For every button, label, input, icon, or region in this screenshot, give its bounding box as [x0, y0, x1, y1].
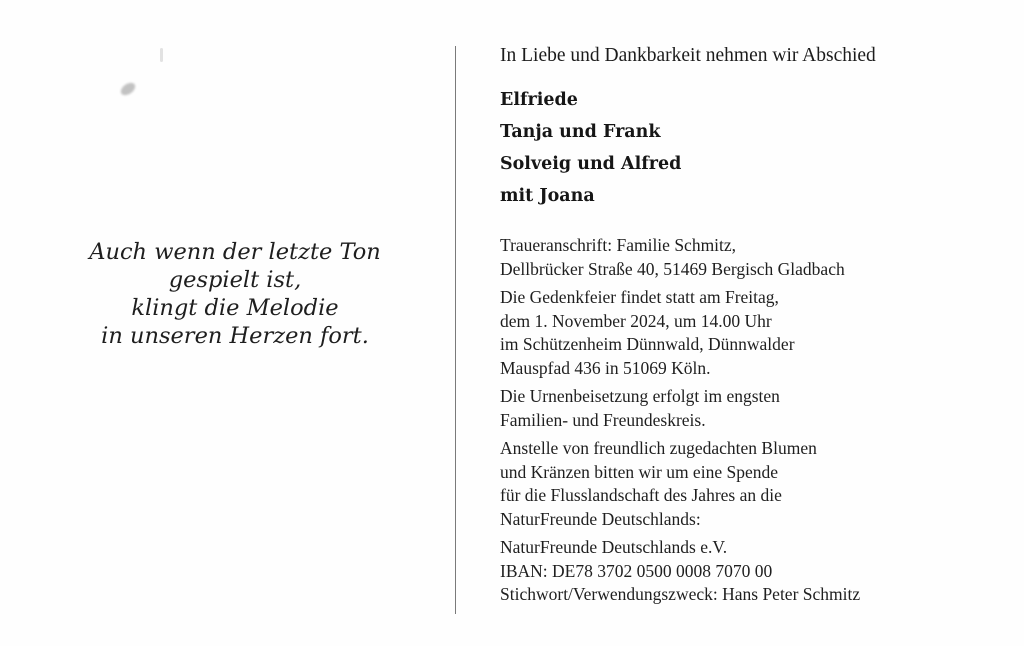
family-name: Elfriede: [500, 90, 578, 110]
reference-line: Stichwort/Verwendungszweck: Hans Peter Schmitz: [500, 584, 861, 604]
family-name: Tanja und Frank: [500, 122, 661, 142]
quote-line: gespielt ist,: [168, 267, 302, 293]
text-line: NaturFreunde Deutschlands e.V.: [500, 537, 728, 557]
text-line: Dellbrücker Straße 40, 51469 Bergisch Gladbach: [500, 258, 845, 279]
quote-line: in unseren Herzen fort.: [101, 323, 369, 349]
urn-burial-info: [500, 385, 1000, 432]
mourning-address: [500, 234, 1000, 281]
text-line: Anstelle von freundlich zugedachten Blumen: [500, 438, 817, 458]
farewell-intro: In Liebe und Dankbarkeit nehmen wir Abschied: [500, 45, 876, 66]
paper-speck: [160, 48, 163, 62]
text-line: Mauspfad 436 in 51069 Köln.: [500, 357, 711, 378]
text-line: Familien- und Freundeskreis.: [500, 409, 706, 430]
announcement-text: [500, 44, 1000, 612]
text-line: dem 1. November 2024, um 14.00 Uhr: [500, 310, 772, 331]
family-name: Solveig und Alfred: [500, 154, 682, 174]
iban-line: IBAN: DE78 3702 0500 0008 7070 00: [500, 560, 773, 581]
quote-line: klingt die Melodie: [131, 295, 339, 321]
text-line: Die Gedenkfeier findet statt am Freitag,: [500, 287, 779, 307]
quote-line: Auch wenn der letzte Ton: [89, 239, 381, 265]
donation-request: [500, 437, 1000, 531]
vertical-divider: [455, 46, 456, 614]
bank-details: [500, 536, 1000, 607]
text-line: Die Urnenbeisetzung erfolgt im engsten: [500, 386, 780, 406]
text-line: im Schützenheim Dünnwald, Dünnwalder: [500, 334, 795, 354]
family-name: mit Joana: [500, 186, 595, 206]
text-line: NaturFreunde Deutschlands:: [500, 508, 701, 529]
text-line: Traueranschrift: Familie Schmitz,: [500, 235, 737, 255]
memorial-service-info: [500, 286, 1000, 380]
family-names: [500, 84, 1000, 212]
ink-smudge: [119, 80, 138, 97]
text-line: für die Flusslandschaft des Jahres an die: [500, 485, 782, 505]
details-block: [500, 234, 1000, 607]
text-line: und Kränzen bitten wir um eine Spende: [500, 461, 778, 482]
memorial-quote: [30, 238, 440, 350]
